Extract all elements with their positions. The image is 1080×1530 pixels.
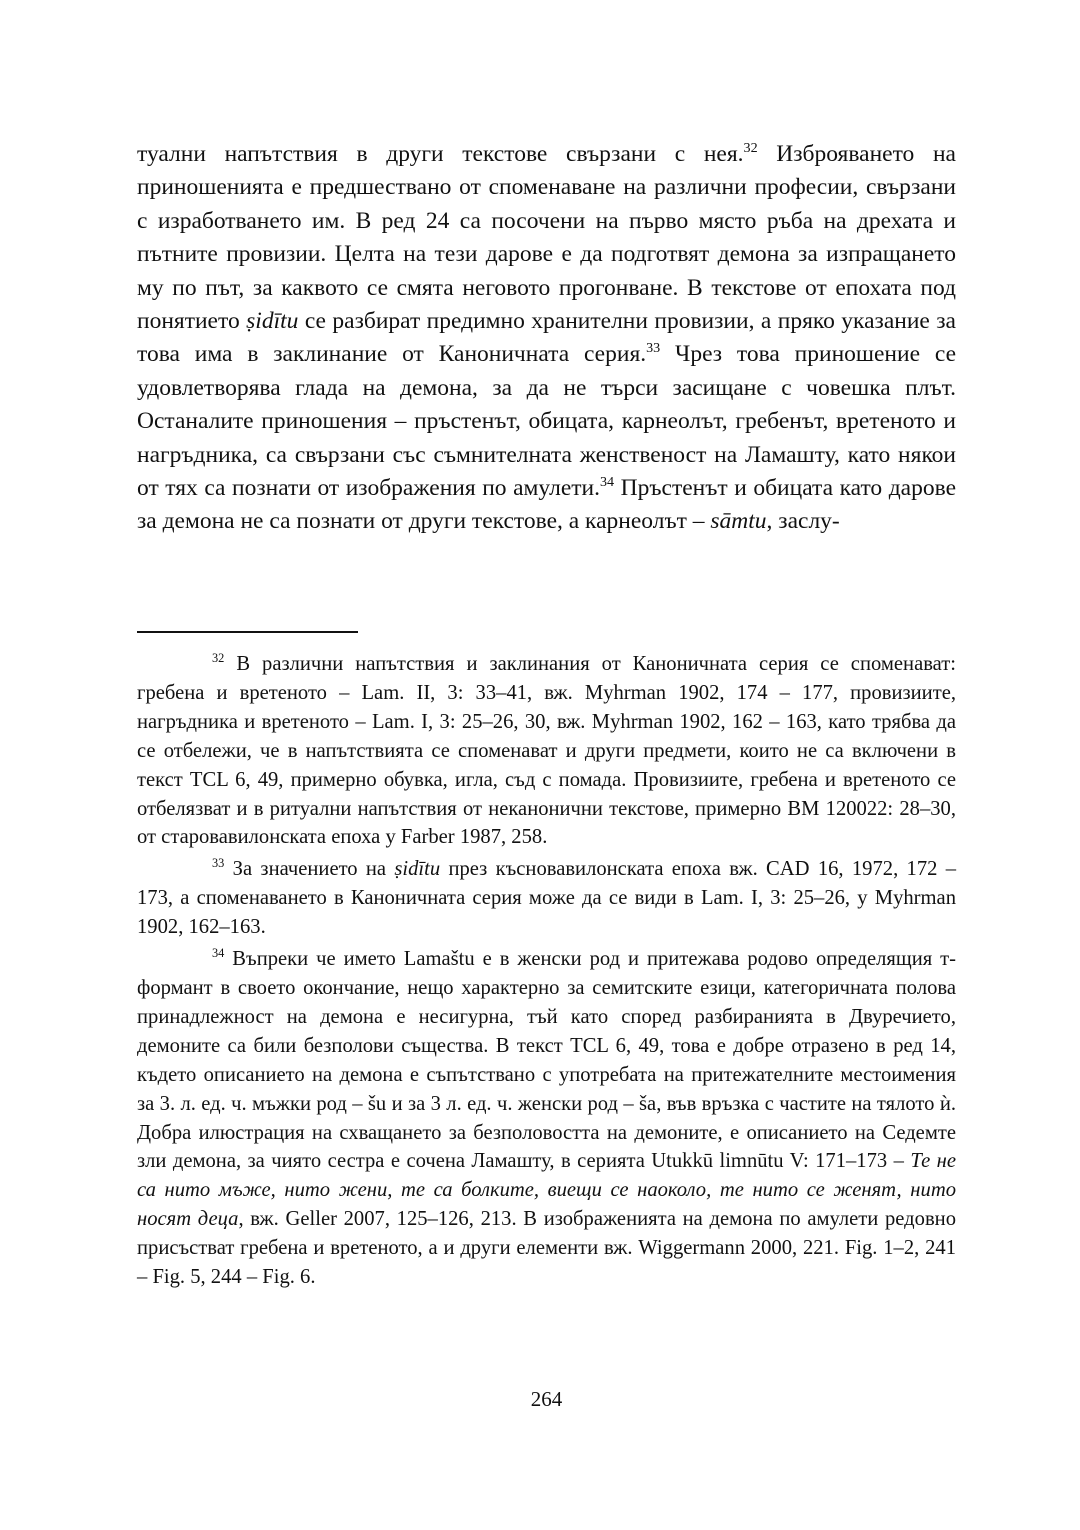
text-run: туални напътствия в други текстове свързани с нея.	[137, 141, 744, 167]
text-run: се разбират предимно хранителни провизии, а пряко указание за това има в заклинание от Каноничната серия.	[137, 308, 956, 368]
term-siditu: ṣidītu	[394, 858, 441, 881]
footnote-ref-34[interactable]: 34	[600, 473, 615, 490]
footnotes	[137, 650, 956, 1292]
footnote-text: през късновавилонската епоха вж. CAD 16, 1972, 172 – 173, а споменаването в Каноничната серия може да се види в Lam. I, 3: 25–26, у Myhrman 1902, 162–163.	[137, 858, 957, 939]
page-number: 264	[530, 1387, 563, 1411]
footnote-32	[137, 650, 956, 852]
footnote-text: За значението на	[224, 858, 395, 881]
footnote-text: , вж. Geller 2007, 125–126, 213. В изображенията на демона по амулети редовно присъстват гребена и вретеното, а и други елементи вж. Wiggermann 2000, 221. Fig. 1–2, 241 – Fig. 5, 244 – Fig. 6.	[137, 1208, 956, 1289]
footnote-text: Въпреки че името Lamaštu е в женски род и притежава родово определящия т-формант в своето окончание, нещо характерно за семитските езици, категоричната полова принадлежност на демона е несигурна, тъй като според разбиранията в Двуречието, демоните са били безполови същества. В текст TCL 6, 49, това е добре отразено в ред 14, където описанието на демона е съпътствано с употребата на притежателните местоимения за 3. л. ед. ч. мъжки род – šu и за 3 л. ед. ч. женски род – ša, във връзка с частите на тялото ѝ. Добра илюстрация на схващането за безполовостта на демоните, е описанието на Седемте зли демона, за чиято сестра е сочена Ламашту, в серията Utukkū limnūtu V: 171–173 –	[137, 948, 956, 1173]
footnote-34	[137, 945, 956, 1292]
footnote-ref-32[interactable]: 32	[743, 139, 758, 156]
footnote-quote: Те не са нито мъже, нито жени, те са болките, виещи се наоколо, те нито се женят, нито носят деца	[137, 1150, 956, 1231]
footnote-33	[137, 855, 956, 942]
main-text	[137, 138, 956, 539]
term-siditu: ṣidītu	[246, 308, 299, 335]
text-run: Чрез това приношение се удовлетворява глада на демона, за да не търси засищане с човешка плът. Останалите приношения – пръстенът, обицата, карнеолът, гребенът, вретеното и нагръдника, са свързани със съмнителната женственост на Ламашту, като някои от тях са познати от изображения по амулети.	[137, 341, 956, 502]
footnote-ref-33[interactable]: 33	[646, 340, 661, 357]
footnote-number: 33	[212, 856, 225, 871]
footnote-number: 34	[212, 946, 225, 961]
text-run: Пръстенът и обицата като дарове за демона не са познати от други текстове, а карнеолът –	[137, 475, 956, 535]
footnote-text: В различни напътствия и заклинания от Каноничната серия се споменават: гребена и вретеното – Lam. II, 3: 33–41, вж. Myhrman 1902, 174 – 177, провизиите, нагръдника и вретеното – Lam. I, 3: 25–26, 30, вж. Myhrman 1902, 162 – 163, като трябва да се отбележи, че в напътствията се споменават и други предмети, които не са включени в текст TCL 6, 49, примерно обувка, игла, съд с помада. Провизиите, гребена и вретеното се отбелязват и в ритуални напътствия от неканонични текстове, примерно BM 120022: 28–30, от старовавилонската епоха у Farber 1987, 258.	[137, 653, 956, 849]
text-run: , заслу-	[766, 508, 840, 535]
footnote-number: 32	[212, 650, 225, 665]
footnote-separator	[137, 631, 358, 633]
term-samtu: sāmtu	[710, 508, 767, 535]
text-run: Изброяването на приношенията е предшествано от споменаване на различни професии, свързани с изработването им. В ред 24 са посочени на първо място ръба на дрехата и пътните провизии. Целта на тези дарове е да подготвят демона за изпращането му по път, за каквото се смята неговото прогонване. В текстове от епохата под понятието	[137, 141, 956, 335]
main-paragraph	[137, 138, 956, 539]
